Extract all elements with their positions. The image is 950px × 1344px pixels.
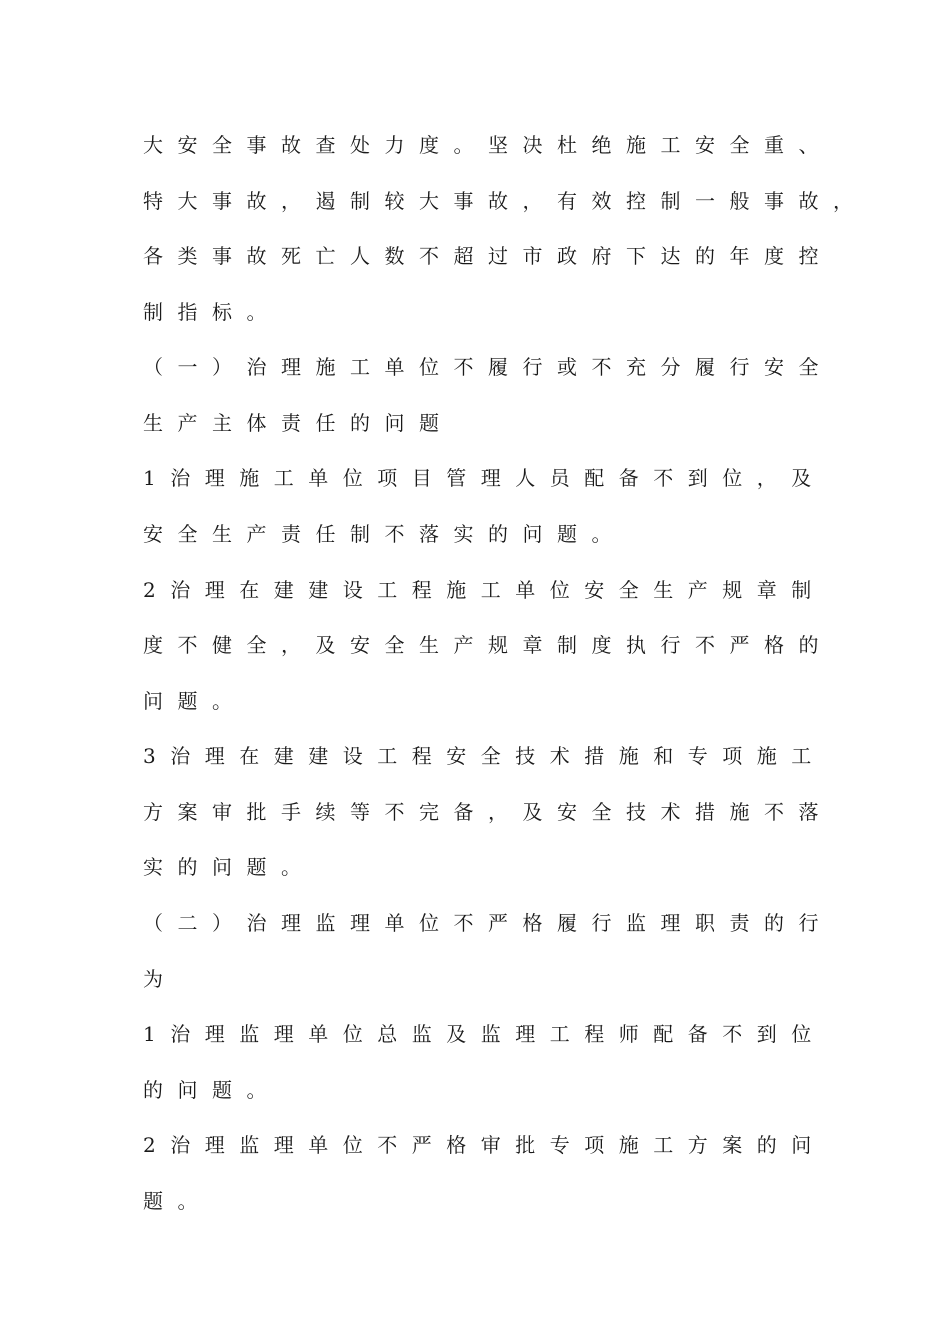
text-line: 特大事故，遏制较大事故，有效控制一般事故， bbox=[143, 189, 868, 213]
list-item: 3治理在建建设工程安全技术措施和专项施工 bbox=[143, 744, 826, 768]
section-heading: （一）治理施工单位不履行或不充分履行安全 bbox=[143, 355, 833, 379]
text-line: 制指标。 bbox=[143, 300, 281, 324]
list-item: 2治理监理单位不严格审批专项施工方案的问 bbox=[143, 1133, 826, 1157]
text-line: 度不健全，及安全生产规章制度执行不严格的 bbox=[143, 633, 833, 657]
text-line: 各类事故死亡人数不超过市政府下达的年度控 bbox=[143, 244, 833, 268]
text-line: 大安全事故查处力度。坚决杜绝施工安全重、 bbox=[143, 133, 833, 157]
section-heading: 生产主体责任的问题 bbox=[143, 411, 454, 435]
section-heading: 为 bbox=[143, 967, 178, 991]
list-item: 2治理在建建设工程施工单位安全生产规章制 bbox=[143, 578, 826, 602]
text-line: 安全生产责任制不落实的问题。 bbox=[143, 522, 626, 546]
text-line: 的问题。 bbox=[143, 1078, 281, 1102]
section-heading: （二）治理监理单位不严格履行监理职责的行 bbox=[143, 911, 833, 935]
list-item: 1治理施工单位项目管理人员配备不到位，及 bbox=[143, 466, 826, 490]
list-item: 1治理监理单位总监及监理工程师配备不到位 bbox=[143, 1022, 826, 1046]
text-line: 题。 bbox=[143, 1189, 212, 1213]
text-line: 实的问题。 bbox=[143, 855, 316, 879]
text-line: 方案审批手续等不完备，及安全技术措施不落 bbox=[143, 800, 833, 824]
text-line: 问题。 bbox=[143, 689, 247, 713]
